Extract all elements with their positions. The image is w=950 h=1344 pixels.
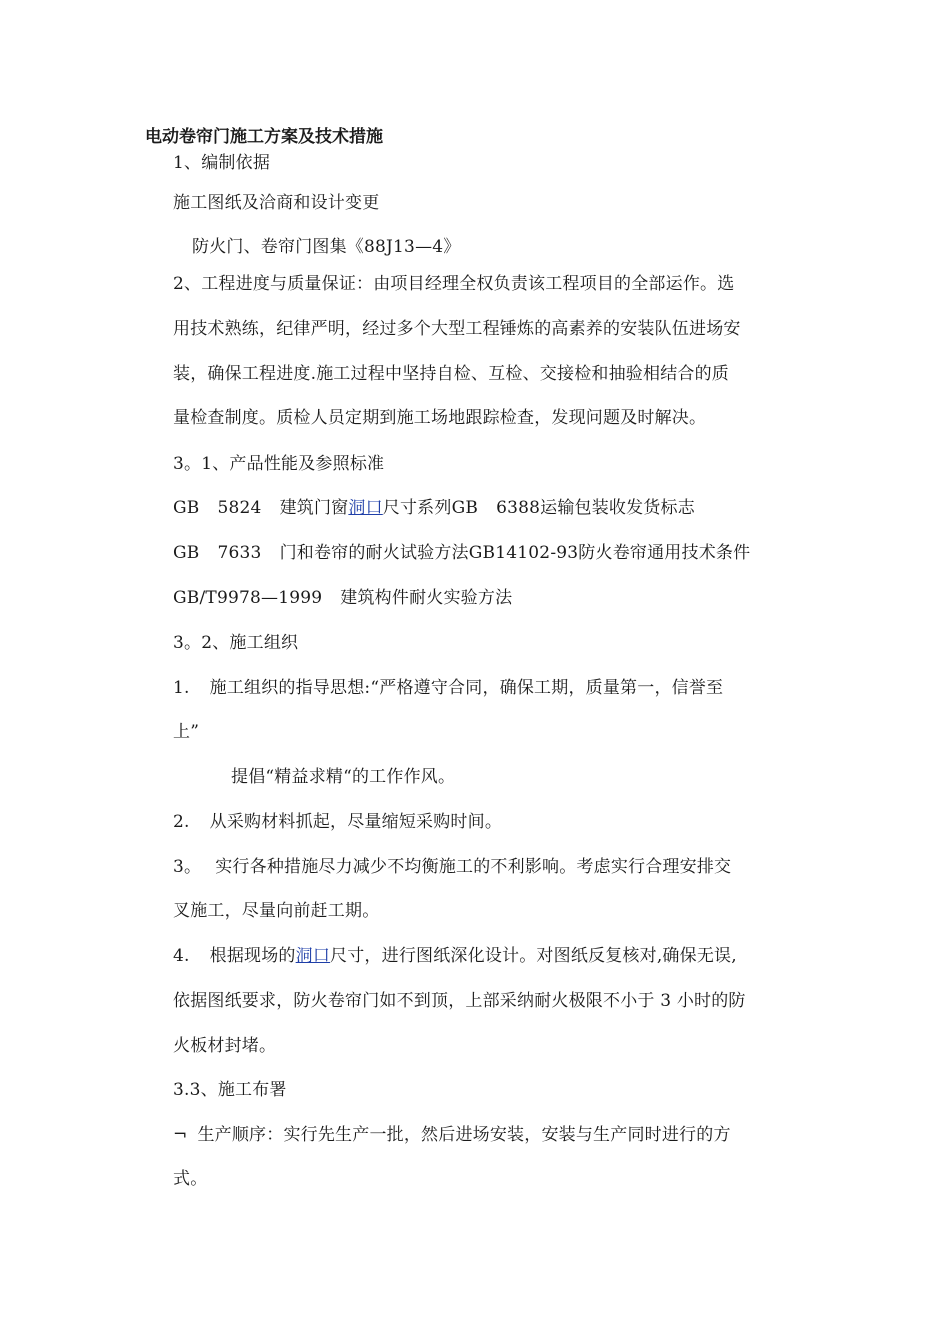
item-4-line-1: [173, 943, 737, 969]
paragraph-2-line-4: 量检查制度。质检人员定期到施工场地跟踪检查，发现问题及时解决。: [173, 408, 707, 428]
bullet-symbol: ¬: [173, 1125, 188, 1145]
standard-line-1: [173, 495, 695, 521]
item-4-link-dongkou[interactable]: 洞口: [295, 946, 331, 966]
item-4-number: 4.: [173, 946, 190, 966]
basis-item-1: 施工图纸及洽商和设计变更: [173, 193, 380, 213]
basis-item-2: 防火门、卷帘门图集《88J13—4》: [192, 237, 461, 257]
std1-link-dongkou[interactable]: 洞口: [348, 498, 383, 518]
std1-text-3: 6388运输包装收发货标志: [496, 498, 695, 518]
item-2-text: 从采购材料抓起，尽量缩短采购时间。: [209, 812, 503, 832]
section-heading-3-3: 3.3、施工布署: [173, 1080, 287, 1100]
standard-line-3: [173, 585, 512, 611]
section-heading-3-2: 3。2、施工组织: [173, 633, 299, 653]
item-4-line-3: 火板材封堵。: [173, 1036, 277, 1056]
std1-text-2: 尺寸系列GB: [382, 498, 479, 518]
std3-text: 建筑构件耐火实验方法: [340, 588, 513, 608]
item-3-number: 3。: [173, 857, 202, 877]
std1-code: GB: [173, 498, 200, 518]
item-4-text-b: 尺寸，进行图纸深化设计。对图纸反复核对,确保无误,: [330, 946, 737, 966]
item-2-number: 2.: [173, 812, 190, 832]
item-3-text: 实行各种措施尽力减少不均衡施工的不利影响。考虑实行合理安排交: [215, 857, 732, 877]
paragraph-2-line-3: 装，确保工程进度.施工过程中坚持自检、互检、交接检和抽验相结合的质: [173, 364, 730, 384]
std2-text: 门和卷帘的耐火试验方法GB14102-93防火卷帘通用技术条件: [279, 543, 751, 563]
item-3-line-2: 叉施工，尽量向前赶工期。: [173, 901, 380, 921]
paragraph-2-line-1: 2、工程进度与质量保证：由项目经理全权负责该工程项目的全部运作。选: [173, 274, 735, 294]
production-order-line-2: 式。: [173, 1169, 208, 1189]
item-1-line-1: [173, 675, 723, 701]
std2-code: GB: [173, 543, 200, 563]
std1-text: 建筑门窗: [279, 498, 349, 518]
section-heading-1: 1、编制依据: [173, 153, 271, 173]
item-2: [173, 809, 502, 835]
std1-number: 5824: [217, 498, 262, 518]
item-1-number: 1.: [173, 678, 190, 698]
document-title: 电动卷帘门施工方案及技术措施: [145, 127, 383, 147]
standard-line-2: [173, 540, 750, 566]
production-order-line-1: [173, 1122, 731, 1148]
item-1-text: 施工组织的指导思想:“严格遵守合同，确保工期，质量第一，信誉至: [209, 678, 724, 698]
std3-code: GB/T9978—1999: [173, 588, 323, 608]
section-heading-3-1: 3。1、产品性能及参照标准: [173, 454, 385, 474]
item-4-text-a: 根据现场的: [209, 946, 296, 966]
paragraph-2-line-2: 用技术熟练，纪律严明，经过多个大型工程锤炼的高素养的安装队伍进场安: [173, 319, 741, 339]
item-4-line-2: 依据图纸要求，防火卷帘门如不到顶，上部采纳耐火极限不小于 3 小时的防: [173, 991, 746, 1011]
item-3-line-1: [173, 854, 731, 880]
item-1-line-3: 提倡“精益求精“的工作作风。: [231, 767, 456, 787]
item-1-line-2: 上”: [173, 722, 200, 742]
production-order-text: 生产顺序：实行先生产一批，然后进场安装，安装与生产同时进行的方: [197, 1125, 731, 1145]
std2-number: 7633: [217, 543, 262, 563]
